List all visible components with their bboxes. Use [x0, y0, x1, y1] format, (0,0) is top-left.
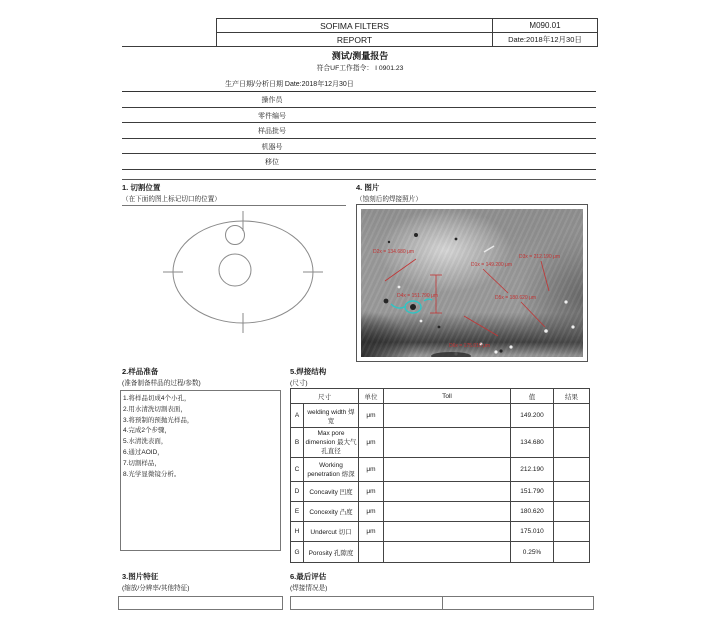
row-unit: μm — [359, 522, 384, 542]
section1-title: 1. 切割位置 — [122, 183, 161, 192]
col-header-value: 值 — [511, 389, 554, 404]
row-name: Concavity 凹度 — [304, 482, 359, 502]
row-toll — [384, 404, 511, 428]
row-result — [554, 404, 590, 428]
picture-characteristics-box — [118, 596, 283, 610]
form-row-machine-number — [122, 139, 596, 155]
form-label: 零件编号 — [258, 112, 286, 120]
row-unit: μm — [359, 428, 384, 458]
doc-code: M090.01 — [492, 18, 598, 33]
row-name: Max pore dimension 最大气孔直径 — [304, 428, 359, 458]
prep-step: 3.将预制的预抛光样品， — [123, 416, 194, 424]
table-row — [291, 404, 590, 428]
prep-step: 2.用水清洗切割表面， — [123, 405, 187, 413]
row-toll — [384, 502, 511, 522]
row-id: G — [291, 542, 304, 563]
row-id: A — [291, 404, 304, 428]
part-outline-circle — [173, 221, 313, 323]
section5-note: (尺寸) — [290, 380, 308, 387]
cut-position-drawing — [150, 208, 340, 336]
form-row-part-number — [122, 108, 596, 124]
row-name: Working penetration 熔深 — [304, 458, 359, 482]
prep-step: 5.水清洗表面， — [123, 438, 168, 446]
row-value: 180.620 — [511, 502, 554, 522]
page-title: 测试/测量报告 — [331, 51, 389, 61]
small-hole-circle — [226, 226, 245, 245]
final-evaluation-box-left — [290, 596, 443, 610]
row-unit: μm — [359, 458, 384, 482]
table-header-row — [291, 389, 590, 404]
row-result — [554, 542, 590, 563]
photo-annotations-overlay — [361, 209, 583, 357]
work-order-line: 符合UF工作指令： I 0901.23 — [316, 65, 404, 72]
row-value: 151.790 — [511, 482, 554, 502]
measurement-label: D4x = 151.790 μm — [397, 293, 439, 299]
row-name: Porosity 孔隙度 — [304, 542, 359, 563]
section2-note: (准备制备样品的过程/参数) — [122, 380, 201, 387]
form-label: 样品批号 — [258, 128, 286, 136]
center-hole-circle — [219, 254, 251, 286]
measurement-label: D2x = 134.680 μm — [373, 249, 415, 255]
row-value: 212.190 — [511, 458, 554, 482]
sample-prep-box — [120, 390, 281, 551]
red-measurement-labels — [373, 249, 560, 349]
prep-step: 6.通过AOID， — [123, 448, 164, 456]
section1-note: （在下面的图上标记切口的位置） — [122, 196, 221, 203]
row-name: welding width 焊宽 — [304, 404, 359, 428]
measurement-table — [290, 388, 590, 563]
table-row — [291, 482, 590, 502]
row-result — [554, 428, 590, 458]
row-id: B — [291, 428, 304, 458]
row-value: 149.200 — [511, 404, 554, 428]
row-unit: μm — [359, 404, 384, 428]
weld-photo — [361, 209, 583, 357]
form-label: 机器号 — [261, 143, 283, 151]
row-result — [554, 522, 590, 542]
row-unit: μm — [359, 482, 384, 502]
section3-note: (缩放/分辨率/其他特征) — [122, 585, 190, 592]
report-label: REPORT — [216, 33, 492, 47]
table-row — [291, 428, 590, 458]
header-logo-cell — [122, 18, 216, 47]
section4-title: 4. 图片 — [356, 183, 380, 192]
measurement-label: D5x = 180.620 μm — [495, 295, 537, 301]
white-scratch — [484, 246, 494, 252]
row-id: C — [291, 458, 304, 482]
form-row-sample-lot — [122, 123, 596, 139]
table-row — [291, 502, 590, 522]
row-toll — [384, 458, 511, 482]
row-value: 134.680 — [511, 428, 554, 458]
row-name: Concexity 凸度 — [304, 502, 359, 522]
col-header-result: 结果 — [554, 389, 590, 404]
section3-title: 3.图片特征 — [122, 572, 159, 581]
row-toll — [384, 522, 511, 542]
form-label: 移位 — [265, 159, 279, 167]
measurement-label: D3x = 212.190 μm — [519, 254, 561, 260]
shadow-blob — [431, 352, 471, 357]
row-id: E — [291, 502, 304, 522]
row-toll — [384, 482, 511, 502]
final-evaluation-box-right — [442, 596, 594, 610]
prep-step: 8.光学显微镜分析。 — [123, 470, 181, 478]
row-value: 175.010 — [511, 522, 554, 542]
production-date-line: 生产日期/分析日期 Date:2018年12月30日 — [225, 81, 354, 88]
measurement-label: D6x = 175.010 μm — [449, 343, 491, 349]
prep-step: 1.将样品切成4个小孔， — [123, 395, 191, 402]
row-unit — [359, 542, 384, 563]
measurement-label: D1x = 149.200 μm — [471, 262, 513, 268]
row-result — [554, 458, 590, 482]
divider — [122, 179, 596, 180]
row-toll — [384, 542, 511, 563]
row-result — [554, 482, 590, 502]
crosshair-ticks — [163, 211, 323, 333]
section5-title: 5.焊接结构 — [290, 367, 327, 376]
row-result — [554, 502, 590, 522]
info-form — [122, 92, 596, 170]
row-id: D — [291, 482, 304, 502]
row-id: H — [291, 522, 304, 542]
section6-note: (焊接情况是) — [290, 585, 328, 592]
section2-title: 2.样品准备 — [122, 367, 159, 376]
cyan-pore-mark — [391, 299, 432, 313]
section4-note: （蚀刻后的焊接照片） — [356, 196, 422, 203]
row-name: Undercut 切口 — [304, 522, 359, 542]
table-row — [291, 522, 590, 542]
prep-step: 7.切割样品， — [123, 459, 161, 467]
col-header-dimension: 尺寸 — [291, 389, 359, 404]
table-row — [291, 542, 590, 563]
row-unit: μm — [359, 502, 384, 522]
row-toll — [384, 428, 511, 458]
col-header-toll: Toll — [384, 389, 511, 404]
table-row — [291, 458, 590, 482]
form-row-shift — [122, 154, 596, 170]
col-header-unit: 单位 — [359, 389, 384, 404]
form-label: 操作员 — [261, 97, 283, 104]
weld-photo-frame — [356, 204, 588, 362]
prep-step: 4.完成2个步骤， — [123, 427, 172, 435]
doc-date: Date:2018年12月30日 — [492, 33, 598, 47]
form-row-operator — [122, 92, 596, 108]
divider — [122, 205, 346, 206]
row-value: 0.25% — [511, 542, 554, 563]
company-name: SOFIMA FILTERS — [216, 18, 492, 33]
section6-title: 6.最后评估 — [290, 572, 327, 581]
